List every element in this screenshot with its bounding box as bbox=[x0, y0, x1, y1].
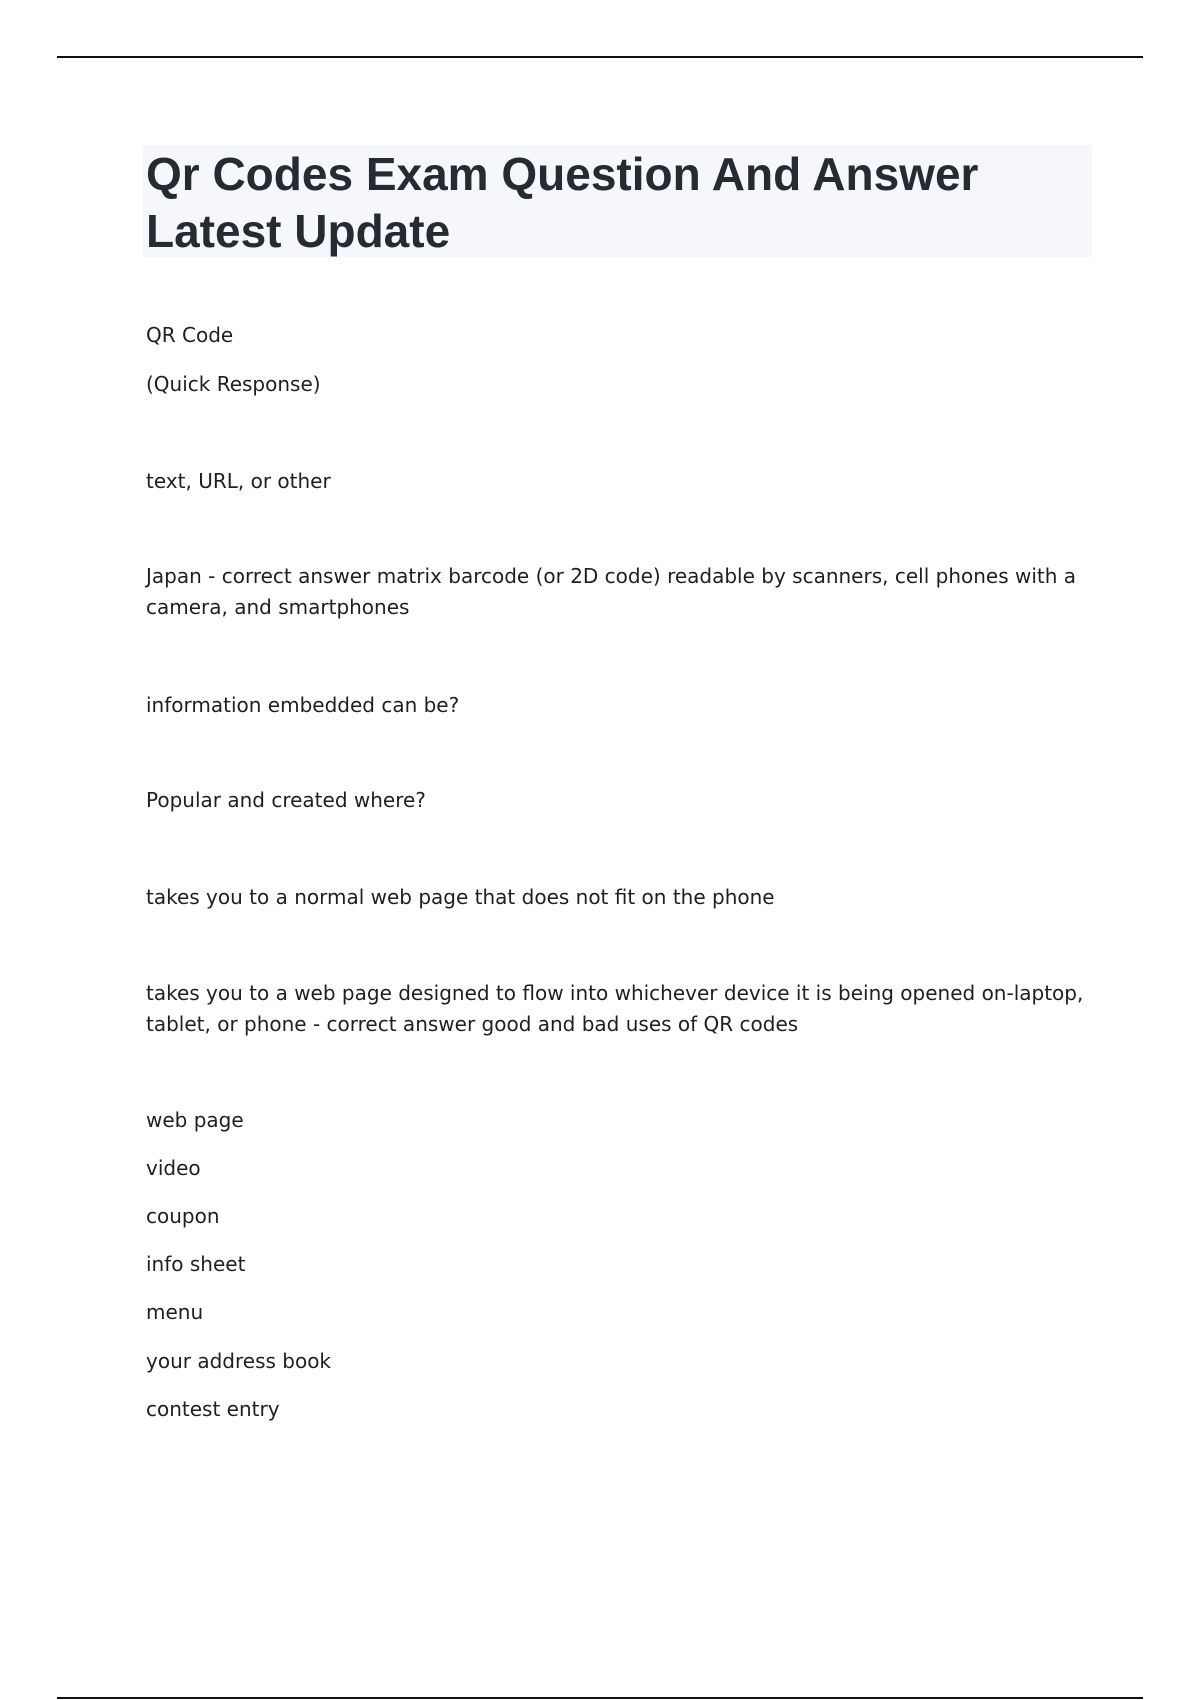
top-rule bbox=[57, 56, 1143, 58]
document-title bbox=[146, 146, 1086, 260]
title-line: Latest Update bbox=[146, 205, 451, 257]
text-line: Japan - correct answer matrix barcode (or 2D code) readable by scanners, cell phones with a bbox=[146, 564, 1077, 588]
text-line: tablet, or phone - correct answer good and bad uses of QR codes bbox=[146, 1012, 799, 1036]
text-line: information embedded can be? bbox=[146, 693, 460, 717]
paragraph bbox=[146, 561, 1086, 623]
list-item: info sheet bbox=[146, 1252, 246, 1276]
text-line: takes you to a web page designed to flow into whichever device it is being opened on-laptop, bbox=[146, 981, 1084, 1005]
title-line: Qr Codes Exam Question And Answer bbox=[146, 148, 979, 200]
text-line: text, URL, or other bbox=[146, 469, 331, 493]
list-item: coupon bbox=[146, 1204, 220, 1228]
list-item: menu bbox=[146, 1300, 204, 1324]
text-line: (Quick Response) bbox=[146, 372, 321, 396]
text-line: takes you to a normal web page that does not fit on the phone bbox=[146, 885, 775, 909]
text-line: Popular and created where? bbox=[146, 788, 426, 812]
bottom-rule bbox=[57, 1697, 1143, 1699]
list-item: contest entry bbox=[146, 1397, 280, 1421]
text-line: QR Code bbox=[146, 323, 234, 347]
list-item: web page bbox=[146, 1108, 244, 1132]
text-line: camera, and smartphones bbox=[146, 595, 410, 619]
paragraph bbox=[146, 978, 1086, 1040]
list-item: video bbox=[146, 1156, 201, 1180]
list-item: your address book bbox=[146, 1349, 332, 1373]
